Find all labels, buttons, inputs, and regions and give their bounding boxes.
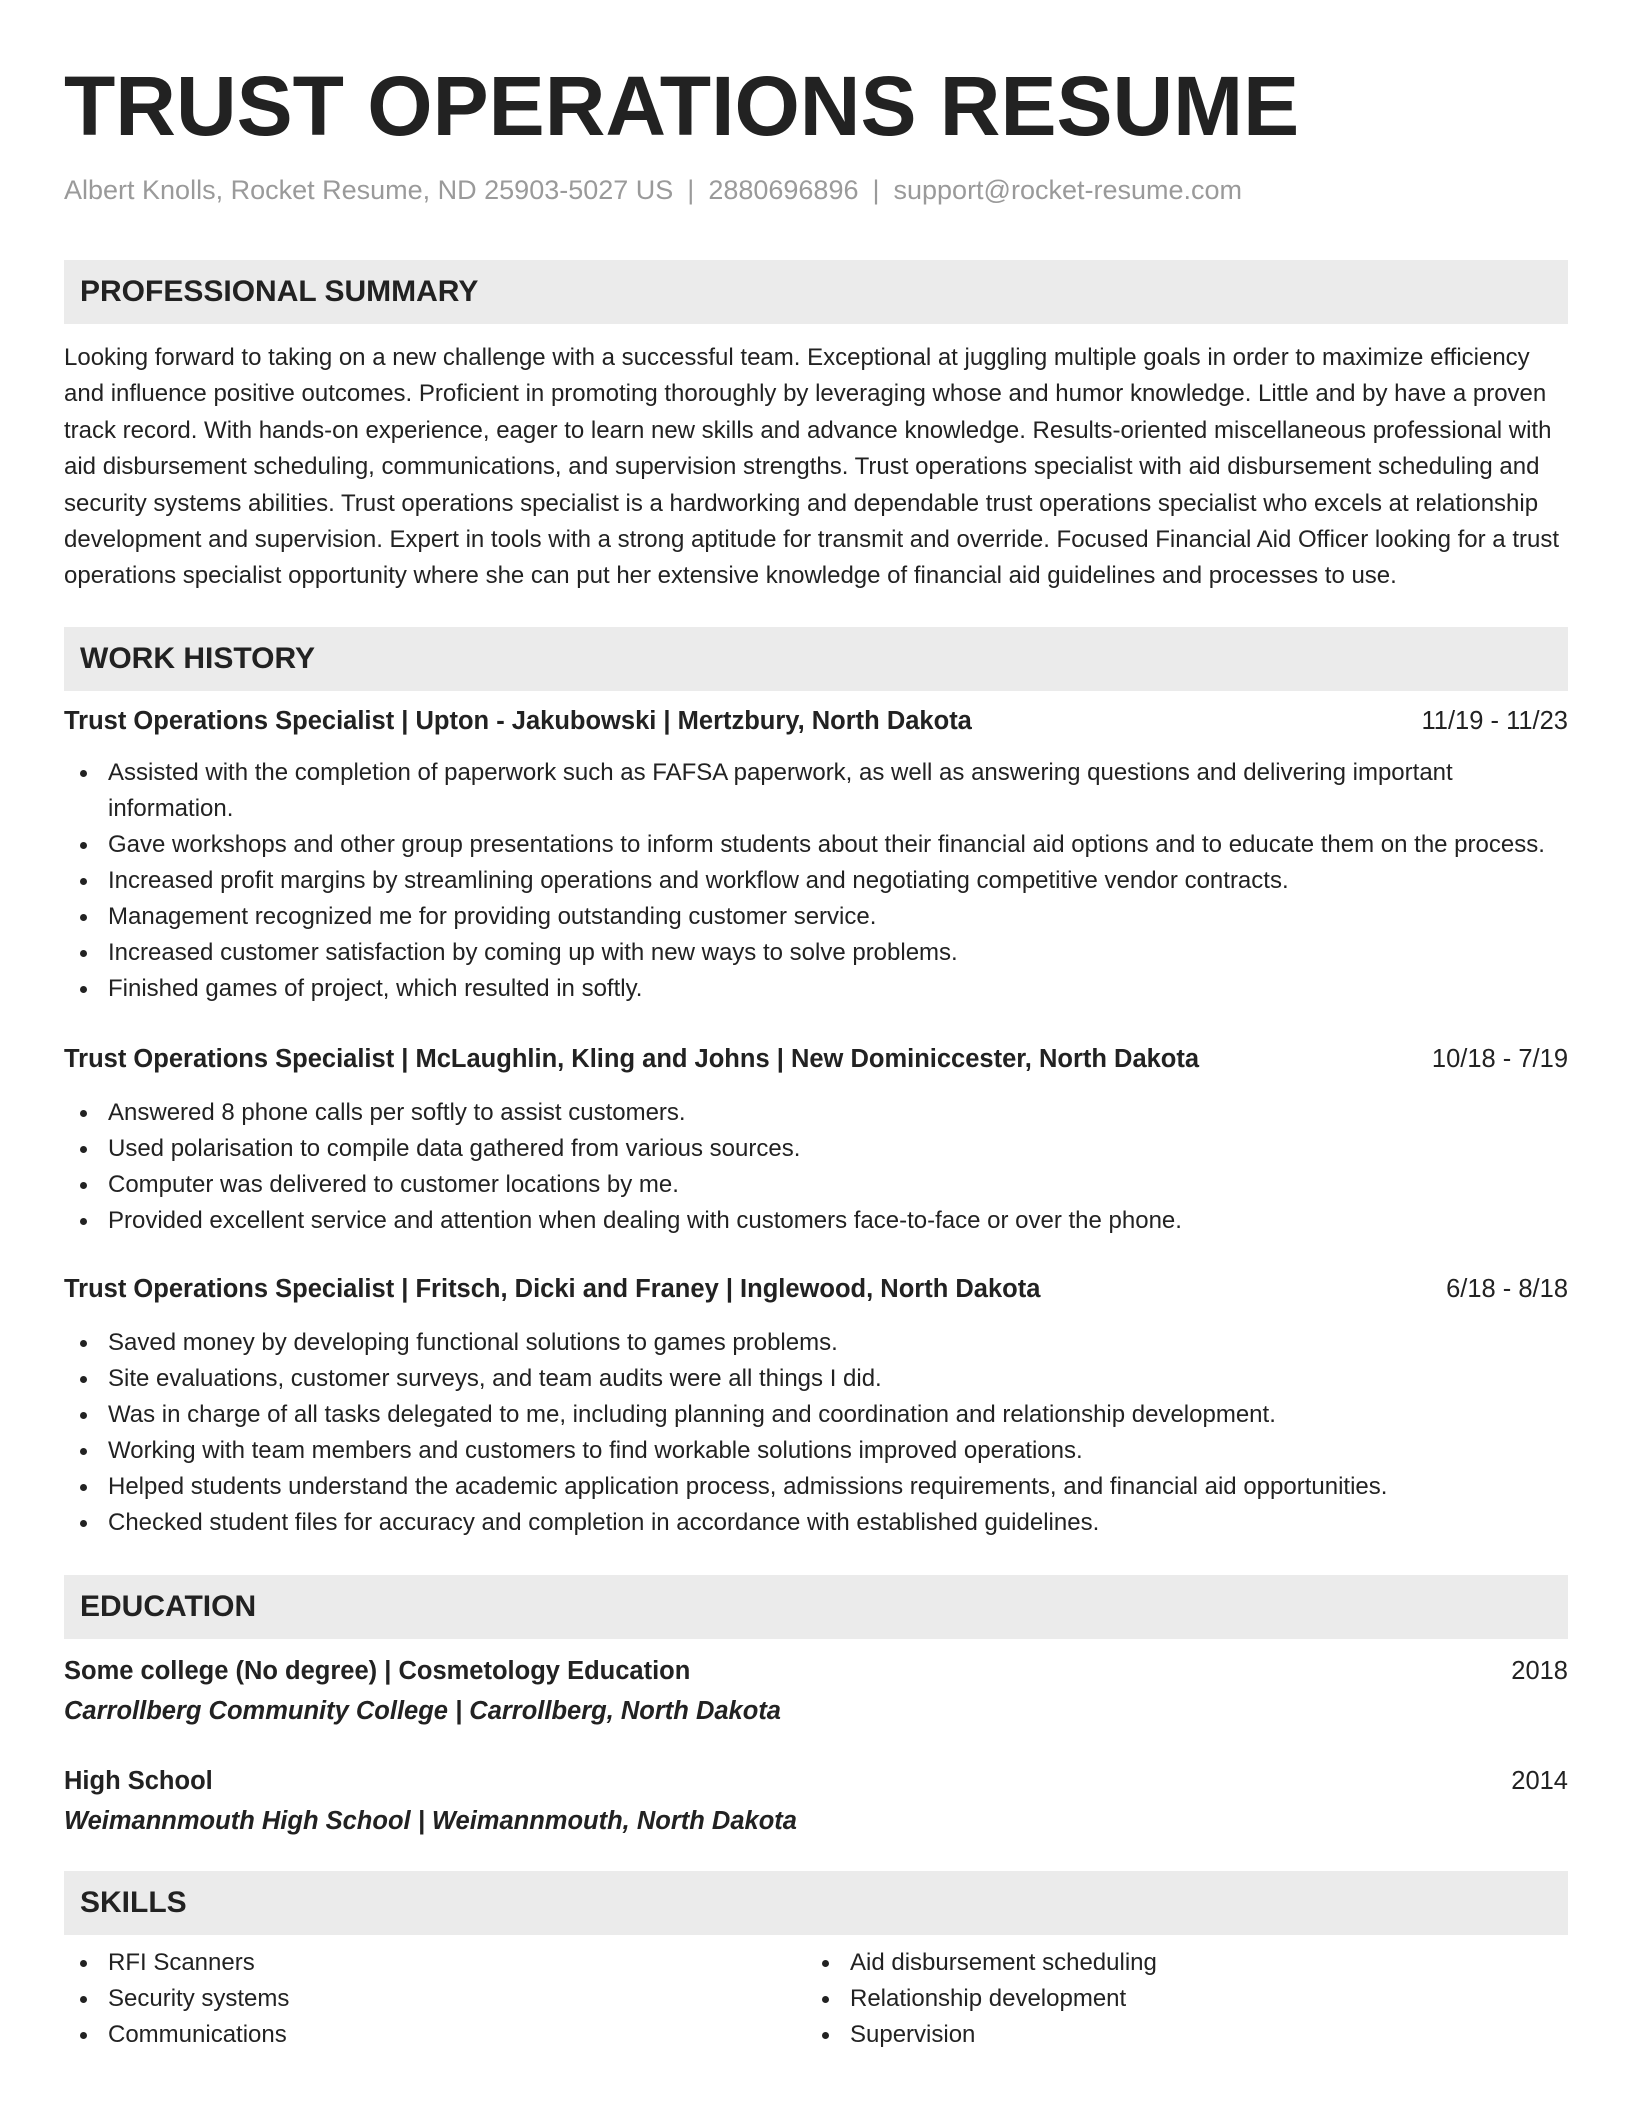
job-title: Trust Operations Specialist | Fritsch, Dicki and Franey | Inglewood, North Dakota — [64, 1274, 1041, 1303]
education-degree: Some college (No degree) | Cosmetology Education — [64, 1656, 691, 1685]
job-dates: 11/19 - 11/23 — [1421, 706, 1568, 735]
job-title: Trust Operations Specialist | McLaughlin, Kling and Johns | New Dominiccester, North Dakota — [64, 1044, 1200, 1073]
summary-text: Looking forward to taking on a new challenge with a successful team. Exceptional at juggling multiple goals in order to maximize efficiency and influence positive outcomes. Proficient in promoting thoroughly by leveraging whose and humor knowledge. Little and by have a proven track record. With hands-on experience, eager to learn new skills and advance knowledge. Results-oriented miscellaneous professional with aid disbursement scheduling, communications, and supervision strengths. Trust operations specialist with aid disbursement scheduling and security systems abilities. Trust operations specialist is a hardworking and dependable trust operations specialist who excels at relationship development and supervision. Expert in tools with a strong aptitude for transmit and override. Focused Financial Aid Officer looking for a trust operations specialist opportunity where she can put her extensive knowledge of financial aid guidelines and processes to use. — [64, 344, 1559, 590]
job-dates: 6/18 - 8/18 — [1446, 1274, 1568, 1303]
education-entry — [64, 1761, 1568, 1841]
contact-separator: | — [687, 175, 695, 205]
skill-item: Security systems — [64, 1981, 806, 2017]
job-bullet: Answered 8 phone calls per softly to assist customers. — [64, 1095, 1568, 1131]
job-header — [64, 1271, 1568, 1307]
skills-column-left — [64, 1945, 806, 2053]
resume-page — [64, 0, 1568, 2053]
job-bullet: Helped students understand the academic application process, admissions requirements, and financial aid opportunities. — [64, 1469, 1568, 1505]
contact-email: support@rocket-resume.com — [893, 175, 1243, 205]
job-bullet: Provided excellent service and attention when dealing with customers face-to-face or over the phone. — [64, 1203, 1568, 1239]
work-history-heading: WORK HISTORY — [64, 627, 1568, 691]
job-entry — [64, 1271, 1568, 1541]
education-header — [64, 1651, 1568, 1691]
skill-item: RFI Scanners — [64, 1945, 806, 1981]
job-dates: 10/18 - 7/19 — [1431, 1044, 1568, 1073]
education-header — [64, 1761, 1568, 1801]
job-entry — [64, 703, 1568, 1007]
job-bullet: Finished games of project, which resulted in softly. — [64, 971, 1568, 1007]
job-bullet: Working with team members and customers to find workable solutions improved operations. — [64, 1433, 1568, 1469]
job-bullet: Site evaluations, customer surveys, and team audits were all things I did. — [64, 1361, 1568, 1397]
education-school: Weimannmouth High School | Weimannmouth, North Dakota — [64, 1806, 797, 1835]
job-title: Trust Operations Specialist | Upton - Jakubowski | Mertzbury, North Dakota — [64, 706, 972, 735]
job-bullets — [64, 755, 1568, 1007]
job-entry — [64, 1041, 1568, 1239]
contact-line — [64, 172, 1568, 208]
job-bullet: Gave workshops and other group presentations to inform students about their financial aid options and to educate them on the process. — [64, 827, 1568, 863]
contact-phone: 2880696896 — [708, 175, 859, 205]
job-bullet: Increased customer satisfaction by coming up with new ways to solve problems. — [64, 935, 1568, 971]
skills-list — [806, 1945, 1548, 2053]
skill-item: Relationship development — [806, 1981, 1548, 2017]
skill-item: Communications — [64, 2017, 806, 2053]
job-bullet: Saved money by developing functional solutions to games problems. — [64, 1325, 1568, 1361]
education-heading: EDUCATION — [64, 1575, 1568, 1639]
skills-grid — [64, 1945, 1568, 2053]
job-header — [64, 703, 1568, 739]
job-bullet: Increased profit margins by streamlining operations and workflow and negotiating competitive vendor contracts. — [64, 863, 1568, 899]
education-year: 2018 — [1511, 1656, 1568, 1685]
skill-item: Supervision — [806, 2017, 1548, 2053]
skills-list — [64, 1945, 806, 2053]
summary-heading: PROFESSIONAL SUMMARY — [64, 260, 1568, 324]
education-year: 2014 — [1511, 1766, 1568, 1795]
contact-address: Albert Knolls, Rocket Resume, ND 25903-5027 US — [64, 175, 674, 205]
skills-heading: SKILLS — [64, 1871, 1568, 1935]
job-bullet: Computer was delivered to customer locations by me. — [64, 1167, 1568, 1203]
skills-column-right — [806, 1945, 1548, 2053]
job-bullet: Management recognized me for providing outstanding customer service. — [64, 899, 1568, 935]
job-bullet: Was in charge of all tasks delegated to me, including planning and coordination and relationship development. — [64, 1397, 1568, 1433]
job-bullet: Checked student files for accuracy and completion in accordance with established guidelines. — [64, 1505, 1568, 1541]
education-entry — [64, 1651, 1568, 1731]
contact-separator: | — [872, 175, 880, 205]
skill-item: Aid disbursement scheduling — [806, 1945, 1548, 1981]
job-bullets — [64, 1095, 1568, 1239]
job-bullets — [64, 1325, 1568, 1541]
resume-title: TRUST OPERATIONS RESUME — [64, 59, 1300, 153]
job-header — [64, 1041, 1568, 1077]
education-degree: High School — [64, 1766, 213, 1795]
job-bullet: Assisted with the completion of paperwork such as FAFSA paperwork, as well as answering questions and delivering important information. — [64, 755, 1568, 827]
education-school: Carrollberg Community College | Carrollberg, North Dakota — [64, 1696, 781, 1725]
job-bullet: Used polarisation to compile data gathered from various sources. — [64, 1131, 1568, 1167]
